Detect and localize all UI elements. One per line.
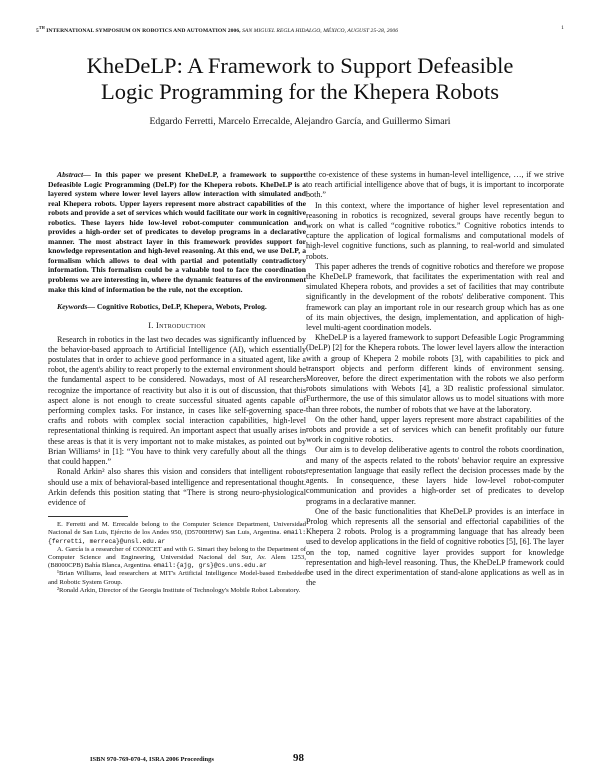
- keywords-lead: Keywords: [57, 302, 88, 312]
- right-paragraph-1: the co-existence of these systems in human-level intelligence, …, if we strive to reach artificial intelligence above that of bugs, it is important to incorporate both.”: [306, 170, 564, 200]
- abstract-paragraph: [48, 170, 306, 294]
- keywords-paragraph: [48, 302, 306, 312]
- abstract: [48, 170, 306, 312]
- footnote-williams: ¹Brian Williams, lead researchers at MIT's Artificial Intelligence Model-based Embedded and Robotic System Group.: [48, 570, 306, 586]
- right-paragraph-4: KheDeLP is a layered framework to support Defeasible Logic Programming (DeLP) [2] for the Khepera robots. The lower level layers allow the interaction with a group of Khepera 2 mobile robots [3], with capabilities to pick and transport objects and perform different kinds of environment sensing. Moreover, before the direct experimentation with the robots we also perform robots simulations with Webots [4], a 3D realistic professional simulator. Furthermore, the use of this simulator allows us to model situations with more than three robots, the number of robots that we have at the laboratory.: [306, 333, 564, 414]
- right-paragraph-6: Our aim is to develop deliberative agents to control the robots coordination, and many of the aspects related to the robots' behavior require an expressive representation language that easily reflect the decision processes made by the agents. In consequence, these layers hide low-level robot-computer communication and provides a high-order set of predicates to develop programs in a declarative manner.: [306, 445, 564, 506]
- section-heading-introduction: I. Introduction: [148, 320, 206, 330]
- footnote-email-2: email:{ajg, grs}@cs.uns.edu.ar: [153, 562, 267, 570]
- intro-paragraph-2: Ronald Arkin² also shares this vision and considers that intelligent robots should use a mix of behavioral-based intelligence and representational thought. Arkin defends this position stating that “There is strong neuro-physiological evidence of: [48, 467, 306, 507]
- footnotes: [48, 521, 306, 595]
- right-paragraph-5: On the other hand, upper layers represent more abstract capabilities of the robots and provide a set of services which can benefit profitably our future work in cognitive robotics.: [306, 414, 564, 445]
- running-head: [36, 25, 564, 34]
- footer-page-number: 98: [293, 752, 304, 764]
- right-paragraph-3: This paper adheres the trends of cognitive robotics and therefore we propose the KheDeLP framework, that facilitates the experimentation with real and simulated Khepera robots, and provides a set of facilities that may contribute significantly in the development of the robots' deliberative component. This framework can play an important role in our research group which has as one of its main objectives, the design, implementation, and application of high-level multi-agent coordination models.: [306, 261, 564, 333]
- right-paragraph-2: In this context, where the importance of higher level representation and reasoning in robotics is recognized, several groups have recently begun to work on what is called “cognitive robotics.” Cognitive robotics intends to capture the application of logical formalisms and computational models of high-level cognitive functions, such as planning, to real-world and simulated robots.: [306, 200, 564, 261]
- running-head-conference: 5TH INTERNATIONAL SYMPOSIUM ON ROBOTICS AND AUTOMATION 2006, SAN MIGUEL REGLA HIDALGO, MÉXICO, AUGUST 25-28, 2006: [36, 25, 399, 34]
- footnote-arkin: ²Ronald Arkin, Director of the Georgia Institute of Technology's Mobile Robot Laboratory.: [57, 586, 301, 594]
- abstract-text: — In this paper we present KheDeLP, a framework to support Defeasible Logic Programming (DeLP) for the Khepera robots. KheDeLP is a layered system where lower level layers allow interaction with simulated and real Khepera robots. Upper layers represent more abstract capabilities of the robots and provide a set of services which would facilitate our work in cognitive robotics. These layers hide low-level robot-computer communication and provides a high-order set of predicates to develop programs in a declarative manner. The most abstract layer in this framework provides support for knowledge representation and high-level reasoning. At this end, we use DeLP, a formalism which allows to deal with partial and potentially contradictory information. This formalism could be a valuable tool to face the coordination problems we are interesting in, where the dynamic features of the environment make this kind of information be the rule, not the exception.: [48, 170, 306, 294]
- title-line-2: Logic Programming for the Khepera Robots: [100, 79, 500, 104]
- abstract-lead: Abstract: [57, 170, 84, 179]
- footnote-affiliation-2: A. García is a researcher of CONICET and with G. Simari they belong to the Department of Computer Science and Engineering, Universidad Nacional del Sur, Av. Alem 1253, (B8000CPB) Bahía Blanca, Argentina. email:{ajg, grs}@cs.uns.edu.ar: [48, 545, 306, 570]
- page-footer: [48, 752, 552, 766]
- running-head-page: 1: [561, 25, 564, 31]
- author-list: Edgardo Ferretti, Marcelo Errecalde, Alejandro García, and Guillermo Simari: [149, 116, 451, 127]
- paper-title: [40, 53, 560, 105]
- footer-isbn: ISBN 970-769-070-4, ISRA 2006 Proceedings: [90, 756, 214, 763]
- intro-paragraph-1: Research in robotics in the last two decades was significantly influenced by the behavior-based approach to Artificial Intelligence (AI), which essentially postulates that in order to achieve good performance in a situated agent, like a robot, the agent's ability to react properly to the external environment should be the fundamental aspect to be considered. Nowadays, most of AI researchers recognize the importance of reactivity but also it is out of discussion, that this aspect alone is not enough to create successful situated agents capable of performing complex tasks. For instance, in cases like self-governing space-crafts and robots with complex social interaction capabilities, high-level representational thinking is required. An important aspect that usually arises in these areas is that it is very important not to make mistakes, as pointed out by Brian Williams¹ in [1]: “You have to think very carefully about all the things that could happen.”: [48, 334, 306, 467]
- right-paragraph-7: One of the basic functionalities that KheDeLP provides is an interface in Prolog which represents all the sensorial and effectorial capabilities of the Khepera 2 robots. Prolog is a programming language that has already been used to develop applications in the field of cognitive robotics [5], [6]. The layer on the top, named cognitive layer provides support for knowledge representation and high-level reasoning. Thus, the KheDeLP framework could be used in the direct experimentation of stand-alone applications as well as in the: [306, 506, 564, 588]
- left-column: [48, 170, 306, 595]
- footnote-affiliation-1: E. Ferretti and M. Errecalde belong to the Computer Science Department, Universidad Nacional de San Luis, Ejército de los Andes 950, (D5700HHW) San Luis, Argentina. email:{ferretti, merreca}@unsl.edu.ar: [48, 521, 306, 545]
- title-line-1: KheDeLP: A Framework to Support Defeasible: [86, 53, 514, 78]
- right-column: [306, 170, 564, 588]
- footnote-divider: [48, 516, 128, 517]
- footnote-email-1: email:{ferretti, merreca}@unsl.edu.ar: [48, 529, 306, 545]
- keywords-text: — Cognitive Robotics, DeLP, Khepera, Webots, Prolog.: [87, 302, 267, 312]
